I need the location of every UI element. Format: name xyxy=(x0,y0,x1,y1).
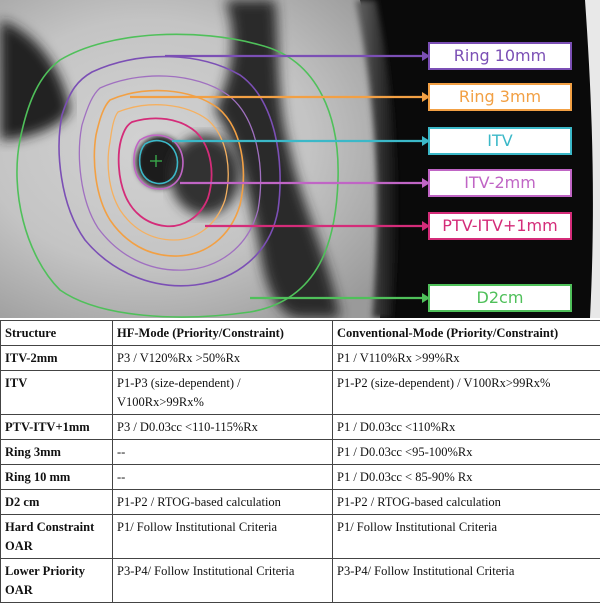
header-structure: Structure xyxy=(1,321,113,346)
conv-cell: P1 / D0.03cc <95-100%Rx xyxy=(333,440,600,465)
conv-cell: P3-P4/ Follow Institutional Criteria xyxy=(333,559,600,603)
conv-cell: P1-P2 / RTOG-based calculation xyxy=(333,490,600,515)
hf-cell: -- xyxy=(113,440,333,465)
conv-cell: P1/ Follow Institutional Criteria xyxy=(333,515,600,559)
conv-cell: P1 / D0.03cc < 85-90% Rx xyxy=(333,465,600,490)
table-row xyxy=(1,490,600,515)
label-itv-2mm: ITV-2mm xyxy=(428,169,572,197)
structure-cell: D2 cm xyxy=(1,490,113,515)
structure-cell: Hard Constraint OAR xyxy=(1,515,113,559)
structure-cell: Ring 10 mm xyxy=(1,465,113,490)
hf-cell: P1-P2 / RTOG-based calculation xyxy=(113,490,333,515)
label-ptv-itv-1mm: PTV-ITV+1mm xyxy=(428,212,572,240)
table-row xyxy=(1,346,600,371)
label-itv: ITV xyxy=(428,127,572,155)
table-header-row xyxy=(1,321,600,346)
table-row xyxy=(1,440,600,465)
hf-cell: P1-P3 (size-dependent) / V100Rx>99Rx% xyxy=(113,371,333,415)
label-d2cm: D2cm xyxy=(428,284,572,312)
hf-cell: P3 / D0.03cc <110-115%Rx xyxy=(113,415,333,440)
structure-cell: Ring 3mm xyxy=(1,440,113,465)
table-row xyxy=(1,415,600,440)
table-row xyxy=(1,465,600,490)
conv-cell: P1 / V110%Rx >99%Rx xyxy=(333,346,600,371)
hf-cell: -- xyxy=(113,465,333,490)
constraints-table xyxy=(0,320,600,603)
table-row xyxy=(1,371,600,415)
header-conventional-mode: Conventional-Mode (Priority/Constraint) xyxy=(333,321,600,346)
structure-cell: PTV-ITV+1mm xyxy=(1,415,113,440)
label-ring-10mm: Ring 10mm xyxy=(428,42,572,70)
hf-cell: P3-P4/ Follow Institutional Criteria xyxy=(113,559,333,603)
structure-cell: ITV-2mm xyxy=(1,346,113,371)
conv-cell: P1-P2 (size-dependent) / V100Rx>99Rx% xyxy=(333,371,600,415)
structure-cell: ITV xyxy=(1,371,113,415)
conv-cell: P1 / D0.03cc <110%Rx xyxy=(333,415,600,440)
header-hf-mode: HF-Mode (Priority/Constraint) xyxy=(113,321,333,346)
table-row xyxy=(1,559,600,603)
table-row xyxy=(1,515,600,559)
hf-cell: P3 / V120%Rx >50%Rx xyxy=(113,346,333,371)
structure-cell: Lower Priority OAR xyxy=(1,559,113,603)
label-ring-3mm: Ring 3mm xyxy=(428,83,572,111)
hf-cell: P1/ Follow Institutional Criteria xyxy=(113,515,333,559)
